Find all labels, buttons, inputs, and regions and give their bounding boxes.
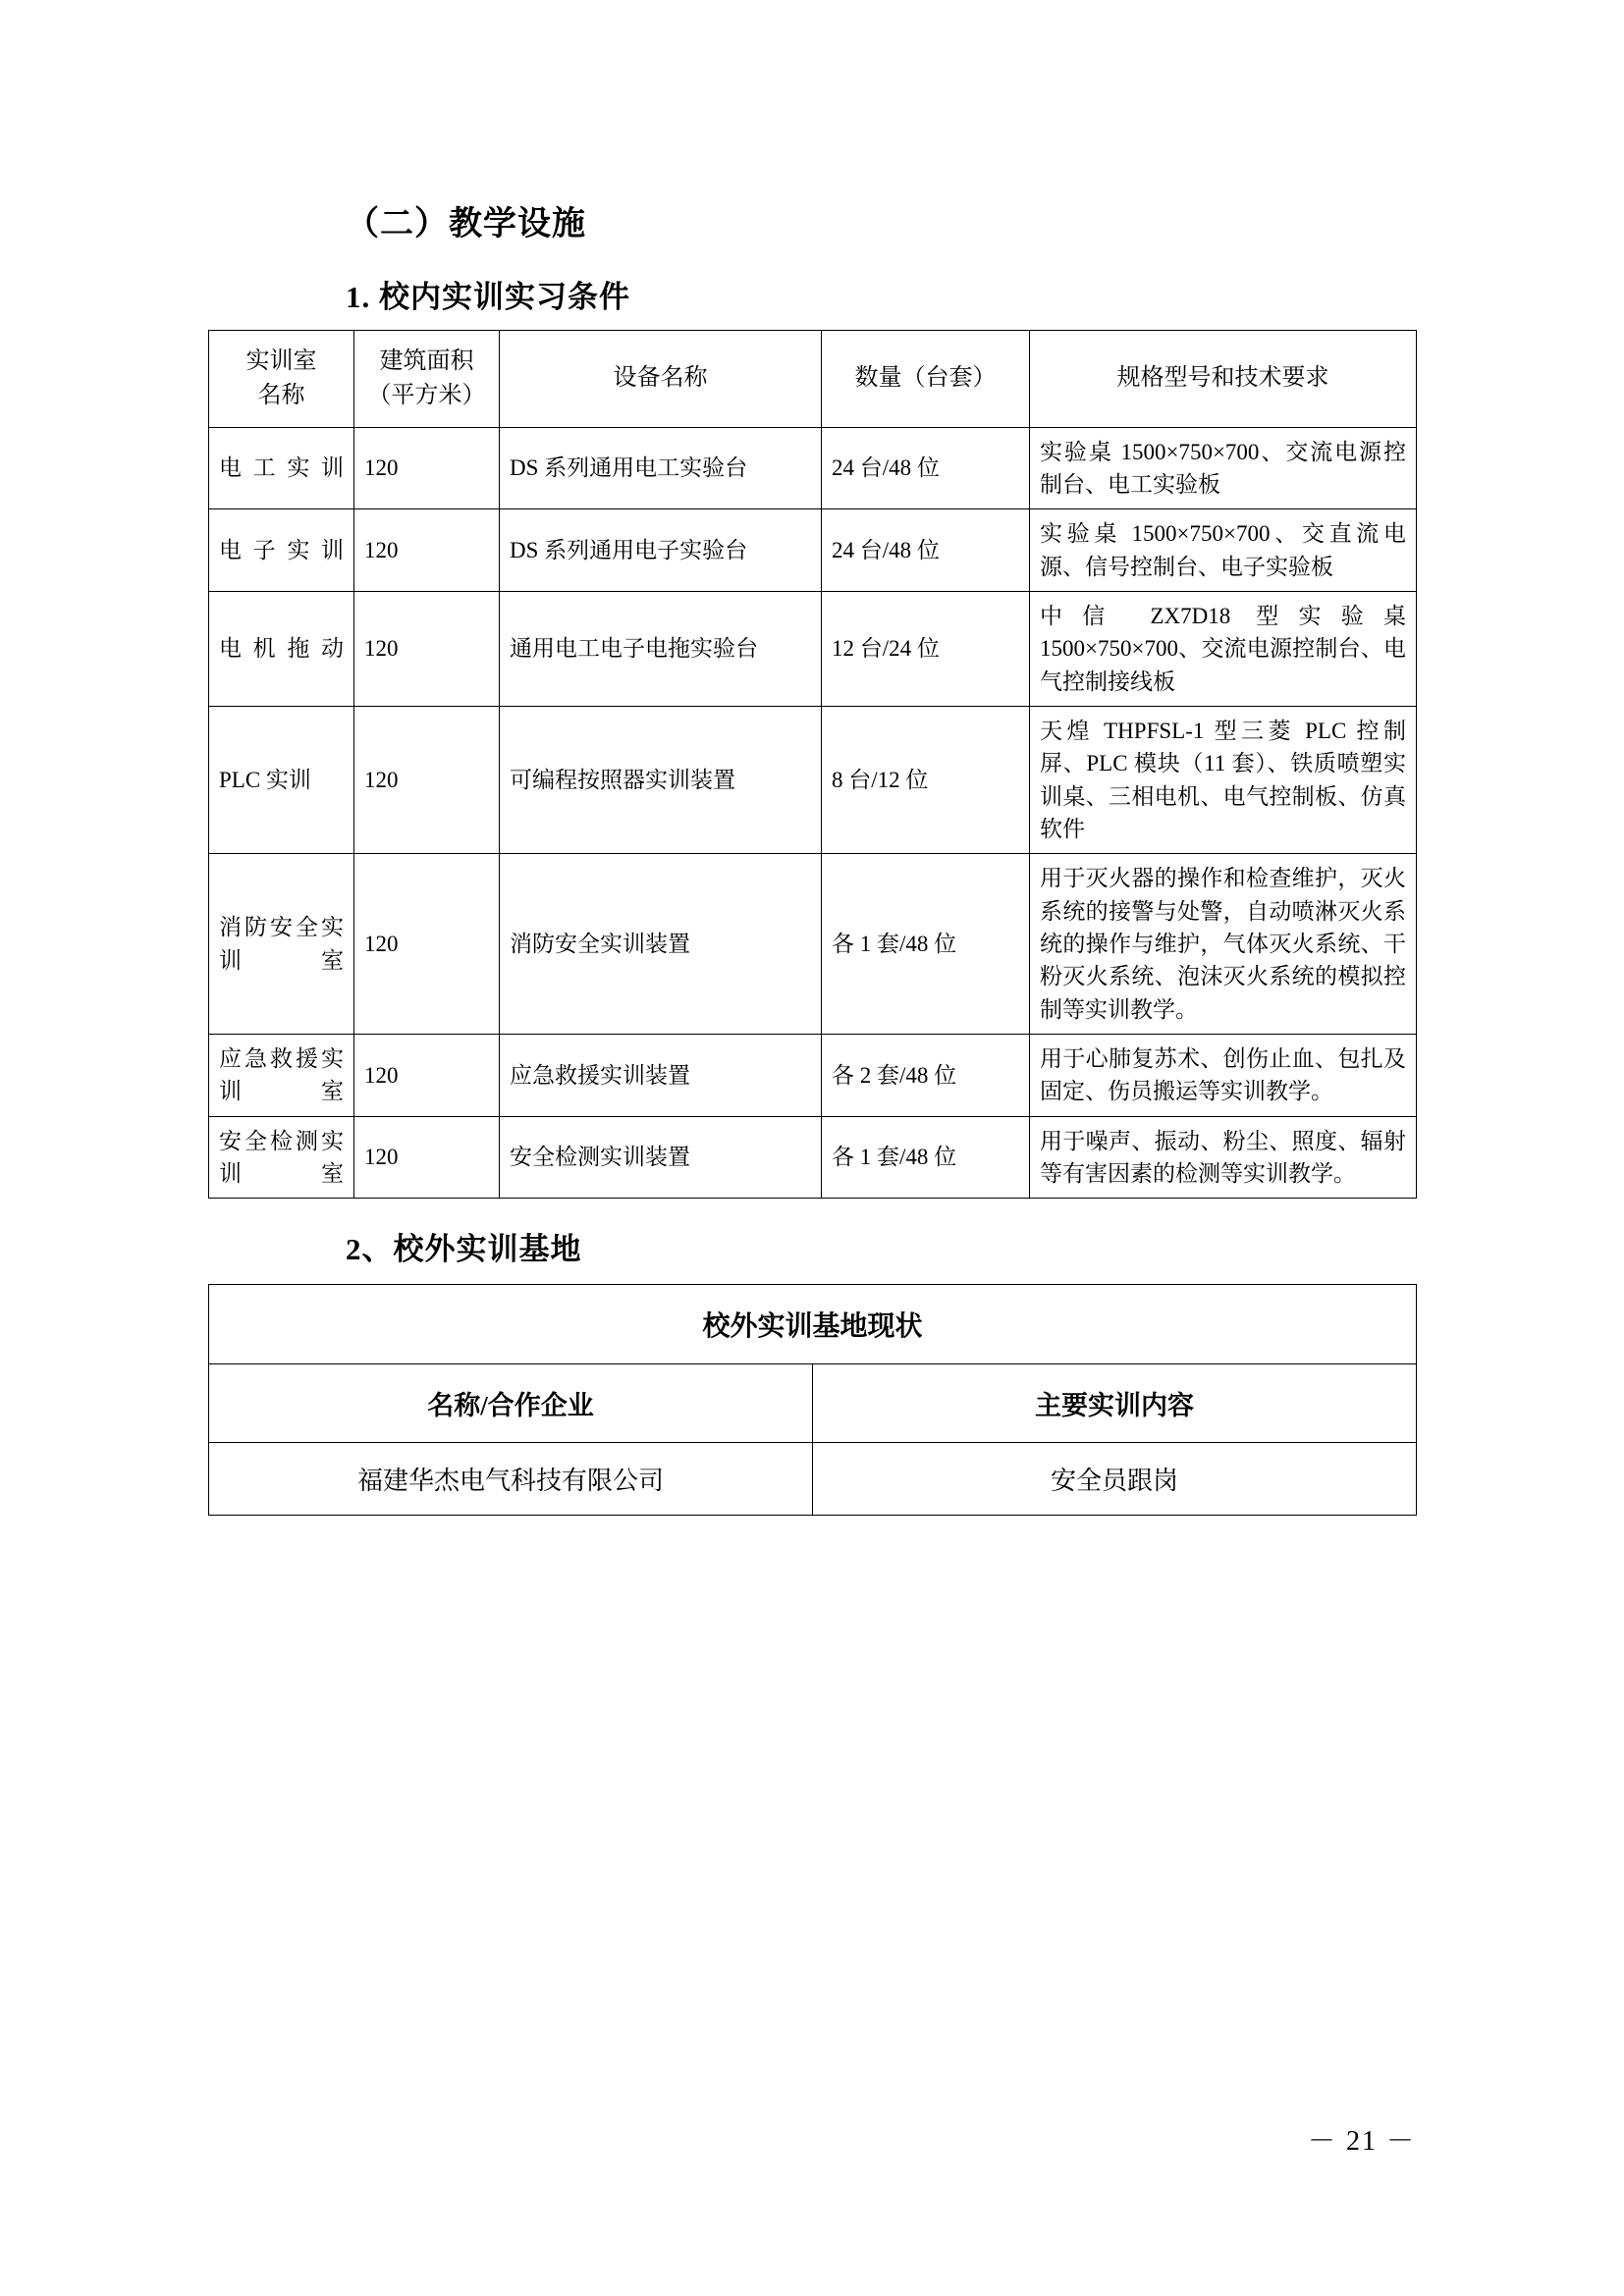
cell-spec: 用于噪声、振动、粉尘、照度、辐射等有害因素的检测等实训教学。	[1030, 1116, 1417, 1199]
cell-room-name: 应急救援实训室	[209, 1035, 354, 1117]
col-header-company: 名称/合作企业	[209, 1364, 813, 1443]
table-row	[209, 509, 1417, 592]
cell-area: 120	[354, 1116, 500, 1199]
cell-device: DS 系列通用电工实验台	[500, 427, 822, 509]
cell-room-name: 电工实训	[209, 427, 354, 509]
col-header-quantity: 数量（台套）	[822, 331, 1030, 428]
cell-spec: 实验桌 1500×750×700、交直流电源、信号控制台、电子实验板	[1030, 509, 1417, 592]
col-header-spec: 规格型号和技术要求	[1030, 331, 1417, 428]
table-body	[209, 427, 1417, 1199]
cell-spec: 实验桌 1500×750×700、交流电源控制台、电工实验板	[1030, 427, 1417, 509]
outside-base-title-row	[209, 1285, 1417, 1364]
page-number: － 21 －	[1307, 2126, 1416, 2157]
page-content	[208, 196, 1416, 1516]
cell-quantity: 24 台/48 位	[822, 509, 1030, 592]
cell-device: 应急救援实训装置	[500, 1035, 822, 1117]
cell-device: 消防安全实训装置	[500, 854, 822, 1035]
cell-device: 可编程按照器实训装置	[500, 707, 822, 854]
table-row	[209, 707, 1417, 854]
table-row	[209, 1116, 1417, 1199]
subsection-2-title: 2、校外实训基地	[346, 1232, 582, 1267]
col-header-area: 建筑面积 （平方米）	[354, 331, 500, 428]
cell-area: 120	[354, 1035, 500, 1117]
cell-device: DS 系列通用电子实验台	[500, 509, 822, 592]
cell-area: 120	[354, 854, 500, 1035]
col-header-device: 设备名称	[500, 331, 822, 428]
cell-training-content: 安全员跟岗	[813, 1443, 1417, 1516]
outside-base-header-row	[209, 1364, 1417, 1443]
outside-base-title: 校外实训基地现状	[209, 1285, 1417, 1364]
cell-quantity: 各 1 套/48 位	[822, 854, 1030, 1035]
cell-quantity: 各 2 套/48 位	[822, 1035, 1030, 1117]
cell-area: 120	[354, 591, 500, 706]
col-header-training-content: 主要实训内容	[813, 1364, 1417, 1443]
facilities-table	[208, 330, 1417, 1199]
cell-company: 福建华杰电气科技有限公司	[209, 1443, 813, 1516]
cell-area: 120	[354, 509, 500, 592]
cell-room-name: 电机拖动	[209, 591, 354, 706]
table-row	[209, 1035, 1417, 1117]
outside-base-body	[209, 1285, 1417, 1516]
page-title: （二）教学设施	[346, 206, 586, 242]
cell-area: 120	[354, 427, 500, 509]
cell-device: 通用电工电子电拖实验台	[500, 591, 822, 706]
table-row	[209, 854, 1417, 1035]
cell-area: 120	[354, 707, 500, 854]
cell-room-name: PLC 实训	[209, 707, 354, 854]
cell-spec: 用于心肺复苏术、创伤止血、包扎及固定、伤员搬运等实训教学。	[1030, 1035, 1417, 1117]
table-row	[209, 1443, 1417, 1516]
table-row	[209, 427, 1417, 509]
cell-quantity: 24 台/48 位	[822, 427, 1030, 509]
cell-device: 安全检测实训装置	[500, 1116, 822, 1199]
cell-quantity: 8 台/12 位	[822, 707, 1030, 854]
cell-room-name: 消防安全实训室	[209, 854, 354, 1035]
cell-spec: 天煌 THPFSL-1 型三菱 PLC 控制屏、PLC 模块（11 套）、铁质喷塑实训桌、三相电机、电气控制板、仿真软件	[1030, 707, 1417, 854]
cell-quantity: 各 1 套/48 位	[822, 1116, 1030, 1199]
cell-spec: 用于灭火器的操作和检查维护，灭火系统的接警与处警，自动喷淋灭火系统的操作与维护，气体灭火系统、干粉灭火系统、泡沫灭火系统的模拟控制等实训教学。	[1030, 854, 1417, 1035]
subsection-1-title: 1. 校内实训实习条件	[346, 280, 630, 314]
table-header	[209, 331, 1417, 428]
col-header-room-name: 实训室 名称	[209, 331, 354, 428]
cell-quantity: 12 台/24 位	[822, 591, 1030, 706]
outside-base-table	[208, 1284, 1417, 1516]
cell-spec: 中信 ZX7D18 型实验桌 1500×750×700、交流电源控制台、电气控制接线板	[1030, 591, 1417, 706]
cell-room-name: 电子实训	[209, 509, 354, 592]
table-header-row	[209, 331, 1417, 428]
table-row	[209, 591, 1417, 706]
cell-room-name: 安全检测实训室	[209, 1116, 354, 1199]
